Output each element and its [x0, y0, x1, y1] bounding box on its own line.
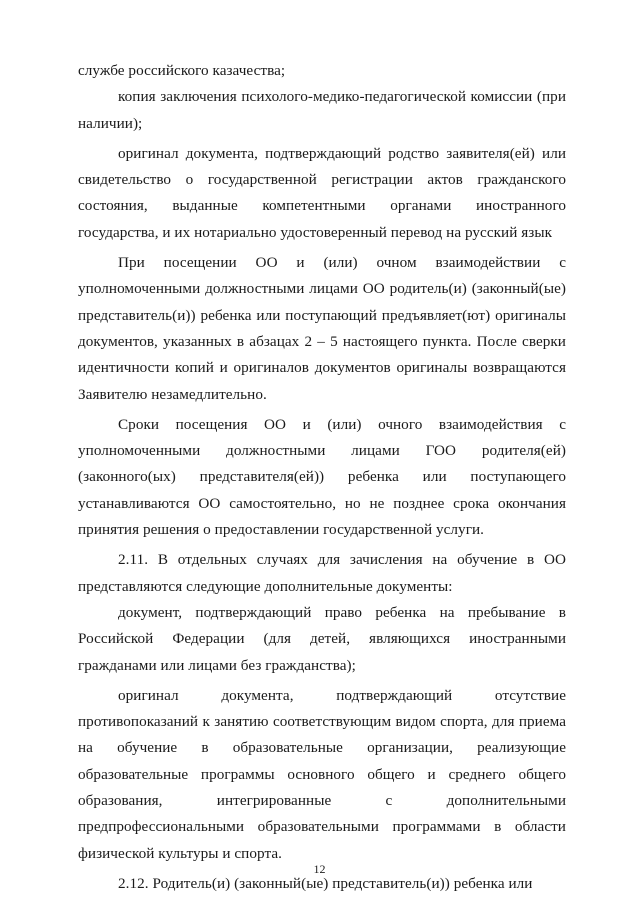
page-number: 12	[313, 862, 326, 876]
paragraph-section-2-12: 2.12. Родитель(и) (законный(ые) представитель(и)) ребенка или	[118, 874, 533, 892]
paragraph-kinship-document: оригинал документа, подтверждающий родство заявителя(ей) или свидетельство о государственной регистрации актов гражданского состояния, выданные компетентными органами иностранного государства, и их нотариально удостоверенный перевод на русский язык	[78, 144, 566, 241]
paragraph-pmpk-copy: копия заключения психолого-медико-педагогической комиссии (при наличии);	[78, 88, 566, 132]
paragraph-section-2-11: 2.11. В отдельных случаях для зачисления на обучение в ОО представляются следующие дополнительные документы:	[78, 551, 566, 595]
paragraph-visit-terms: Сроки посещения ОО и (или) очного взаимодействия с уполномоченными должностными лицами ГОО родителя(ей) (законного(ых) представителя(ей)) ребенка или поступающего устанавливаются ОО самостоятельно, но не позднее срока окончания принятия решения о предоставлении государственной услуги.	[78, 415, 566, 539]
paragraph-residence-right: документ, подтверждающий право ребенка на пребывание в Российской Федерации (для детей, являющихся иностранными гражданами или лицами без гражданства);	[78, 603, 566, 674]
paragraph-cossack-service: службе российского казачества;	[78, 62, 286, 79]
paragraph-originals-presentation: При посещении ОО и (или) очном взаимодействии с уполномоченными должностными лицами ОО родитель(и) (законный(ые) представитель(и)) ребенка или поступающий предъявляет(ют) оригиналы документов, указанных в абзацах 2 – 5 настоящего пункта. После сверки идентичности копий и оригиналов документов оригиналы возвращаются Заявителю незамедлительно.	[78, 254, 566, 403]
paragraph-sport-contraindications: оригинал документа, подтверждающий отсутствие противопоказаний к занятию соответствующим видом спорта, для приема на обучение в образовательные организации, реализующие образовательные программы основного общего и среднего общего образования, интегрированные с дополнительными предпрофессиональными образовательными программами в области физической культуры и спорта.	[78, 686, 566, 862]
document-page	[78, 58, 566, 897]
